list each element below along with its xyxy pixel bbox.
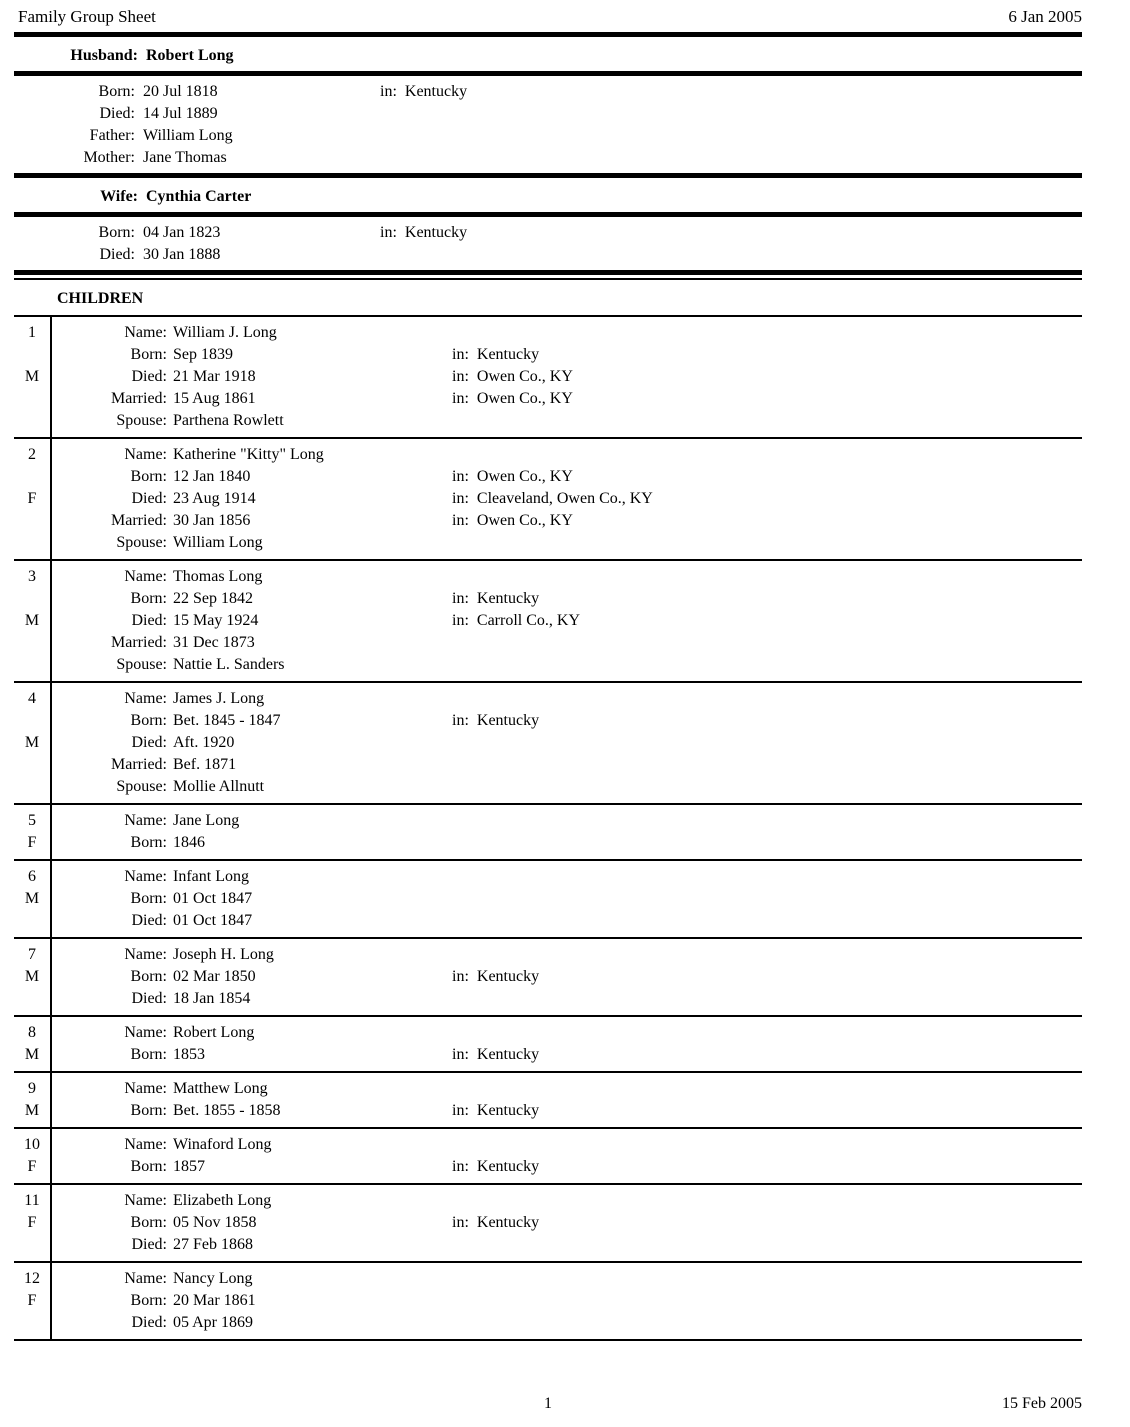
detail-row [52, 1234, 1082, 1256]
detail-row [14, 244, 1082, 266]
wife-details [14, 217, 1082, 270]
field-label: Name: [124, 1136, 167, 1153]
field-label: Born: [130, 834, 167, 851]
detail-row [14, 222, 1082, 244]
child-sex: M [24, 968, 40, 985]
detail-row [52, 732, 1082, 754]
field-label: Spouse: [116, 412, 167, 429]
detail-row [52, 1156, 1082, 1178]
field-label: Father: [89, 127, 135, 144]
child-row [14, 1185, 1082, 1263]
detail-row [52, 610, 1082, 632]
child-row [14, 939, 1082, 1017]
in-place: Kentucky [404, 224, 468, 241]
detail-row [14, 125, 1082, 147]
child-row [14, 1263, 1082, 1341]
field-value: 27 Feb 1868 [173, 1236, 253, 1253]
child-details [50, 861, 1082, 937]
in-label: in: [452, 968, 469, 985]
field-label: Born: [130, 968, 167, 985]
field-value: James J. Long [173, 690, 265, 707]
in-cell [380, 81, 467, 103]
child-sex: M [24, 734, 40, 751]
field-label: Born: [130, 1158, 167, 1175]
detail-row [14, 81, 1082, 103]
field-label: Died: [131, 990, 167, 1007]
field-label: Died: [131, 1236, 167, 1253]
field-value: 30 Jan 1888 [143, 246, 221, 263]
detail-row [52, 1134, 1082, 1156]
in-place: Carroll Co., KY [476, 612, 580, 629]
document-date: 6 Jan 2005 [1008, 7, 1082, 26]
field-value: 05 Nov 1858 [173, 1214, 257, 1231]
field-label: Name: [124, 690, 167, 707]
field-label: Died: [131, 368, 167, 385]
field-value: Parthena Rowlett [173, 412, 284, 429]
child-sex: F [27, 1292, 37, 1309]
child-row [14, 439, 1082, 561]
child-details [50, 439, 1082, 559]
detail-row [52, 388, 1082, 410]
in-place: Kentucky [476, 1158, 540, 1175]
field-label: Died: [99, 246, 135, 263]
in-label: in: [452, 368, 469, 385]
in-place: Owen Co., KY [476, 512, 573, 529]
in-label: in: [452, 1102, 469, 1119]
child-row [14, 1073, 1082, 1129]
field-value: Mollie Allnutt [173, 778, 265, 795]
detail-row [52, 966, 1082, 988]
child-number: 2 [28, 446, 36, 463]
field-value: 1857 [173, 1158, 205, 1175]
in-cell [452, 1156, 539, 1178]
in-cell [452, 344, 539, 366]
child-number-column [14, 1017, 50, 1071]
field-label: Name: [124, 1270, 167, 1287]
field-label: Died: [131, 612, 167, 629]
field-value: Infant Long [173, 868, 249, 885]
husband-details [14, 76, 1082, 173]
field-value: William Long [173, 534, 263, 551]
child-number: 3 [28, 568, 36, 585]
child-number-column [14, 805, 50, 859]
child-sex: M [24, 1102, 40, 1119]
child-row [14, 1129, 1082, 1185]
child-number: 10 [24, 1136, 40, 1153]
detail-row [52, 466, 1082, 488]
in-label: in: [452, 390, 469, 407]
field-label: Born: [130, 590, 167, 607]
in-cell [452, 366, 573, 388]
husband-label: Husband: [70, 47, 138, 64]
field-label: Married: [111, 390, 167, 407]
child-details [50, 561, 1082, 681]
field-value: Robert Long [173, 1024, 255, 1041]
field-label: Married: [111, 512, 167, 529]
child-number: 7 [28, 946, 36, 963]
field-label: Name: [124, 1080, 167, 1097]
detail-row [52, 988, 1082, 1010]
child-number-column [14, 1185, 50, 1261]
child-details [50, 805, 1082, 859]
field-label: Died: [131, 1314, 167, 1331]
field-value: 22 Sep 1842 [173, 590, 253, 607]
field-value: Aft. 1920 [173, 734, 235, 751]
in-label: in: [452, 590, 469, 607]
field-label: Name: [124, 446, 167, 463]
in-cell [452, 466, 573, 488]
field-label: Died: [99, 105, 135, 122]
child-details [50, 939, 1082, 1015]
detail-row [52, 832, 1082, 854]
child-number-column [14, 561, 50, 681]
field-value: 1846 [173, 834, 205, 851]
field-value: 1853 [173, 1046, 205, 1063]
page-number: 1 [544, 1395, 552, 1412]
detail-row [52, 776, 1082, 798]
detail-row [52, 366, 1082, 388]
field-value: 23 Aug 1914 [173, 490, 256, 507]
field-label: Born: [98, 224, 135, 241]
child-row [14, 805, 1082, 861]
field-label: Born: [130, 1102, 167, 1119]
field-value: William J. Long [173, 324, 277, 341]
field-value: William Long [143, 127, 233, 144]
detail-row [52, 322, 1082, 344]
in-label: in: [452, 1214, 469, 1231]
in-cell [452, 710, 539, 732]
child-row [14, 683, 1082, 805]
detail-row [52, 1212, 1082, 1234]
child-number: 6 [28, 868, 36, 885]
detail-row [52, 754, 1082, 776]
detail-row [52, 944, 1082, 966]
child-number: 1 [28, 324, 36, 341]
field-label: Born: [130, 890, 167, 907]
field-value: 21 Mar 1918 [173, 368, 256, 385]
field-label: Born: [98, 83, 135, 100]
detail-row [52, 1268, 1082, 1290]
detail-row [14, 147, 1082, 169]
field-label: Spouse: [116, 534, 167, 551]
wife-name: Cynthia Carter [146, 188, 252, 205]
child-number: 4 [28, 690, 36, 707]
field-label: Died: [131, 912, 167, 929]
field-label: Died: [131, 734, 167, 751]
in-label: in: [452, 346, 469, 363]
child-number-column [14, 683, 50, 803]
child-details [50, 1185, 1082, 1261]
in-place: Cleaveland, Owen Co., KY [476, 490, 653, 507]
field-label: Born: [130, 468, 167, 485]
child-number: 9 [28, 1080, 36, 1097]
child-number: 8 [28, 1024, 36, 1041]
child-sex: F [27, 1158, 37, 1175]
field-value: 01 Oct 1847 [173, 890, 253, 907]
children-section-header: CHILDREN [57, 290, 144, 307]
child-details [50, 1017, 1082, 1071]
detail-row [52, 488, 1082, 510]
child-row [14, 861, 1082, 939]
in-cell [452, 488, 653, 510]
field-label: Born: [130, 1292, 167, 1309]
detail-row [52, 532, 1082, 554]
detail-row [52, 688, 1082, 710]
field-label: Died: [131, 490, 167, 507]
in-label: in: [452, 512, 469, 529]
field-label: Name: [124, 946, 167, 963]
document-footer [14, 1393, 1082, 1415]
detail-row [52, 888, 1082, 910]
field-value: 02 Mar 1850 [173, 968, 256, 985]
child-number-column [14, 1129, 50, 1183]
field-label: Name: [124, 1192, 167, 1209]
child-details [50, 1263, 1082, 1339]
field-value: 30 Jan 1856 [173, 512, 251, 529]
field-value: 12 Jan 1840 [173, 468, 251, 485]
field-label: Name: [124, 1024, 167, 1041]
in-place: Owen Co., KY [476, 390, 573, 407]
field-value: 20 Jul 1818 [143, 83, 218, 100]
child-sex: F [27, 834, 37, 851]
child-number-column [14, 861, 50, 937]
children-table [14, 317, 1082, 1341]
child-number-column [14, 317, 50, 437]
detail-row [52, 1100, 1082, 1122]
in-place: Kentucky [476, 346, 540, 363]
child-details [50, 1073, 1082, 1127]
field-value: Elizabeth Long [173, 1192, 272, 1209]
in-label: in: [452, 1046, 469, 1063]
in-label: in: [452, 490, 469, 507]
in-place: Kentucky [476, 1102, 540, 1119]
field-label: Married: [111, 634, 167, 651]
field-value: Bet. 1845 - 1847 [173, 712, 281, 729]
in-label: in: [452, 1158, 469, 1175]
child-number: 5 [28, 812, 36, 829]
field-value: Sep 1839 [173, 346, 233, 363]
in-cell [380, 222, 467, 244]
field-value: Joseph H. Long [173, 946, 274, 963]
field-value: Winaford Long [173, 1136, 272, 1153]
field-value: 01 Oct 1847 [173, 912, 253, 929]
child-number: 11 [24, 1192, 40, 1209]
field-label: Name: [124, 324, 167, 341]
in-place: Kentucky [476, 712, 540, 729]
field-label: Name: [124, 568, 167, 585]
field-value: Bef. 1871 [173, 756, 237, 773]
detail-row [52, 1078, 1082, 1100]
field-value: Jane Thomas [143, 149, 227, 166]
field-value: Nattie L. Sanders [173, 656, 285, 673]
in-cell [452, 610, 580, 632]
in-label: in: [380, 83, 397, 100]
detail-row [52, 1022, 1082, 1044]
child-sex: M [24, 1046, 40, 1063]
field-label: Spouse: [116, 656, 167, 673]
child-sex: M [24, 368, 40, 385]
field-label: Born: [130, 712, 167, 729]
field-label: Married: [111, 756, 167, 773]
child-sex: F [27, 1214, 37, 1231]
field-value: 20 Mar 1861 [173, 1292, 256, 1309]
child-details [50, 317, 1082, 437]
detail-row [52, 566, 1082, 588]
detail-row [52, 1290, 1082, 1312]
child-sex: F [27, 490, 37, 507]
field-value: Matthew Long [173, 1080, 268, 1097]
detail-row [52, 410, 1082, 432]
child-sex: M [24, 612, 40, 629]
in-place: Owen Co., KY [476, 468, 573, 485]
document-header [14, 6, 1082, 28]
in-place: Kentucky [404, 83, 468, 100]
wife-label: Wife: [100, 188, 138, 205]
child-number-column [14, 1073, 50, 1127]
child-row [14, 561, 1082, 683]
detail-row [52, 1312, 1082, 1334]
child-number: 12 [24, 1270, 40, 1287]
in-label: in: [452, 468, 469, 485]
detail-row [52, 810, 1082, 832]
child-row [14, 1017, 1082, 1073]
in-place: Kentucky [476, 1046, 540, 1063]
in-cell [452, 1044, 539, 1066]
field-value: Nancy Long [173, 1270, 253, 1287]
in-place: Kentucky [476, 968, 540, 985]
in-cell [452, 966, 539, 988]
document-title: Family Group Sheet [18, 7, 156, 26]
detail-row [52, 910, 1082, 932]
field-label: Name: [124, 812, 167, 829]
field-value: 15 May 1924 [173, 612, 259, 629]
field-value: 18 Jan 1854 [173, 990, 251, 1007]
detail-row [52, 510, 1082, 532]
field-value: Thomas Long [173, 568, 263, 585]
child-number-column [14, 439, 50, 559]
child-details [50, 1129, 1082, 1183]
field-label: Born: [130, 346, 167, 363]
in-place: Owen Co., KY [476, 368, 573, 385]
field-value: Bet. 1855 - 1858 [173, 1102, 281, 1119]
child-number-column [14, 939, 50, 1015]
detail-row [52, 444, 1082, 466]
wife-section-header [14, 178, 1082, 212]
child-row [14, 317, 1082, 439]
detail-row [14, 103, 1082, 125]
child-details [50, 683, 1082, 803]
field-value: 31 Dec 1873 [173, 634, 255, 651]
in-place: Kentucky [476, 590, 540, 607]
detail-row [52, 1190, 1082, 1212]
field-label: Name: [124, 868, 167, 885]
field-value: 14 Jul 1889 [143, 105, 218, 122]
in-place: Kentucky [476, 1214, 540, 1231]
child-sex: M [24, 890, 40, 907]
in-cell [452, 1100, 539, 1122]
in-cell [452, 388, 573, 410]
detail-row [52, 344, 1082, 366]
field-value: Katherine "Kitty" Long [173, 446, 324, 463]
husband-name: Robert Long [146, 47, 234, 64]
in-cell [452, 1212, 539, 1234]
in-cell [452, 510, 573, 532]
field-value: 05 Apr 1869 [173, 1314, 253, 1331]
field-value: 15 Aug 1861 [173, 390, 256, 407]
field-value: 04 Jan 1823 [143, 224, 221, 241]
detail-row [52, 1044, 1082, 1066]
detail-row [52, 866, 1082, 888]
in-label: in: [452, 612, 469, 629]
field-label: Born: [130, 1046, 167, 1063]
divider-thick [14, 270, 1082, 275]
in-label: in: [380, 224, 397, 241]
footer-date: 15 Feb 2005 [1002, 1395, 1082, 1412]
detail-row [52, 710, 1082, 732]
husband-section-header [14, 37, 1082, 71]
child-number-column [14, 1263, 50, 1339]
in-label: in: [452, 712, 469, 729]
field-label: Spouse: [116, 778, 167, 795]
detail-row [52, 588, 1082, 610]
in-cell [452, 588, 539, 610]
field-label: Mother: [83, 149, 135, 166]
detail-row [52, 654, 1082, 676]
field-value: Jane Long [173, 812, 240, 829]
detail-row [52, 632, 1082, 654]
field-label: Born: [130, 1214, 167, 1231]
